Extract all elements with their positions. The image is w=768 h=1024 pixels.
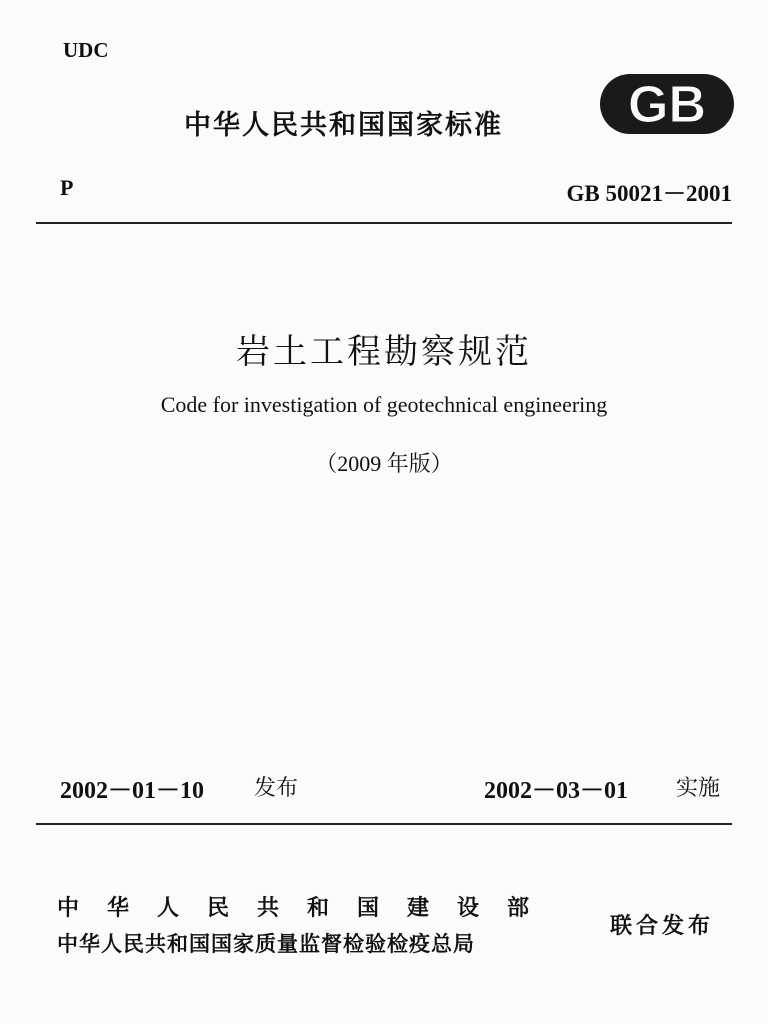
- issue-date: 2002－01－10: [60, 778, 204, 804]
- issue-label: 发布: [254, 776, 299, 801]
- implement-date: 2002－03－01: [484, 778, 628, 804]
- bottom-divider: [36, 823, 732, 825]
- publisher-ministry: 中华人民共和国建设部: [57, 896, 558, 921]
- implement-label: 实施: [676, 776, 721, 801]
- title-chinese: 岩土工程勘察规范: [236, 332, 532, 372]
- gb-logo-icon: [598, 72, 736, 136]
- joint-issue-label: 联合发布: [610, 914, 715, 939]
- publisher-aqsiq: 中华人民共和国国家质量监督检验检疫总局: [57, 932, 475, 956]
- title-english: Code for investigation of geotechnical engineering: [160, 392, 608, 417]
- gb-logo-text: GB: [628, 76, 706, 134]
- standard-number: GB 50021－2001: [566, 181, 732, 206]
- top-divider: [36, 222, 732, 224]
- edition-label: （2009 年版）: [315, 451, 453, 476]
- standard-type-title: 中华人民共和国国家标准: [184, 110, 503, 141]
- udc-label: UDC: [63, 38, 109, 62]
- classification-code: P: [60, 175, 74, 200]
